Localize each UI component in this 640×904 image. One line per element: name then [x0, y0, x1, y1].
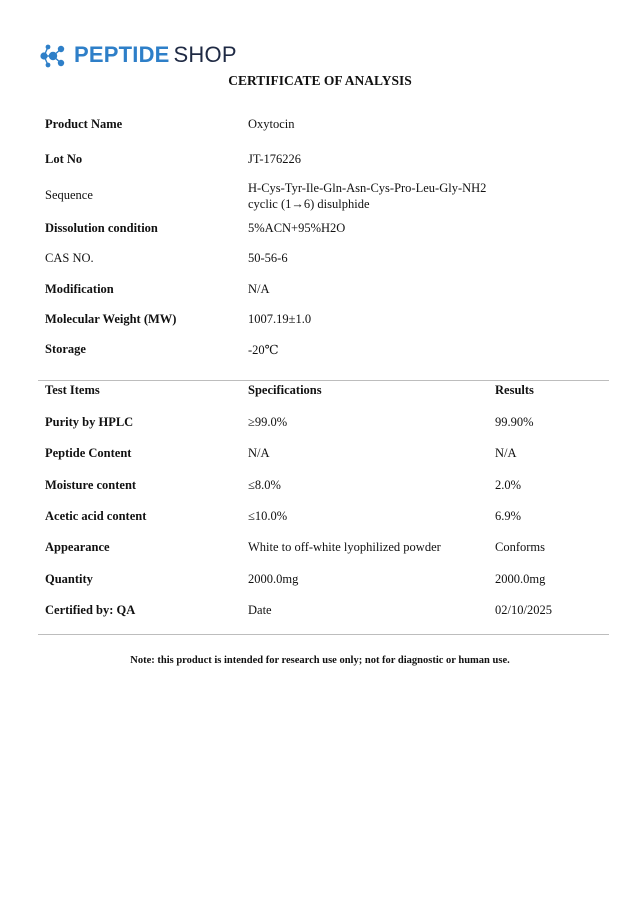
test-item: Moisture content: [45, 478, 137, 492]
header-test-items: Test Items: [45, 383, 100, 397]
test-spec: ≥99.0%: [248, 415, 288, 429]
info-value: 1007.19±1.0: [248, 312, 312, 326]
info-label: Lot No: [45, 152, 83, 166]
test-item: Appearance: [45, 540, 110, 554]
test-result: 99.90%: [495, 415, 534, 429]
sequence-line-2: cyclic (1→6) disulphide: [248, 197, 370, 211]
test-result: N/A: [495, 446, 517, 460]
test-spec: ≤10.0%: [248, 509, 288, 523]
info-value: N/A: [248, 282, 270, 296]
info-value: JT-176226: [248, 152, 302, 166]
brand-logo: [38, 40, 237, 70]
info-value: -20℃: [248, 343, 279, 357]
sequence-line-1: H-Cys-Tyr-Ile-Gln-Asn-Cys-Pro-Leu-Gly-NH2: [248, 181, 487, 195]
test-result: 6.9%: [495, 509, 522, 523]
test-spec: ≤8.0%: [248, 478, 281, 492]
info-value: 5%ACN+95%H2O: [248, 221, 346, 235]
test-spec: Date: [248, 603, 272, 617]
info-label: Dissolution condition: [45, 221, 158, 235]
info-label: CAS NO.: [45, 251, 94, 265]
test-spec: White to off-white lyophilized powder: [248, 540, 441, 554]
test-item: Certified by: QA: [45, 603, 136, 617]
test-item: Purity by HPLC: [45, 415, 134, 429]
info-label: Product Name: [45, 117, 123, 131]
test-spec: N/A: [248, 446, 270, 460]
test-result: 02/10/2025: [495, 603, 552, 617]
test-result: 2000.0mg: [495, 572, 546, 586]
header-results: Results: [495, 383, 534, 397]
research-use-note: Note: this product is intended for research use only; not for diagnostic or human use.: [130, 655, 510, 666]
test-result: Conforms: [495, 540, 545, 554]
info-label: Modification: [45, 282, 114, 296]
divider-bottom: [38, 634, 609, 635]
info-value: Oxytocin: [248, 117, 295, 131]
info-label: Sequence: [45, 188, 93, 202]
test-item: Quantity: [45, 572, 93, 586]
test-item: Peptide Content: [45, 446, 132, 460]
info-label: Storage: [45, 342, 86, 356]
brand-primary: PEPTIDE: [74, 42, 170, 67]
header-specifications: Specifications: [248, 383, 322, 397]
info-value-sequence: [248, 180, 486, 212]
divider-top: [38, 380, 609, 381]
molecule-dots-icon: [38, 40, 68, 70]
info-value: 50-56-6: [248, 251, 288, 265]
test-spec: 2000.0mg: [248, 572, 299, 586]
test-item: Acetic acid content: [45, 509, 147, 523]
brand-name: [74, 44, 237, 66]
test-result: 2.0%: [495, 478, 522, 492]
brand-secondary: SHOP: [173, 42, 237, 67]
info-label: Molecular Weight (MW): [45, 312, 177, 326]
document-title: CERTIFICATE OF ANALYSIS: [228, 73, 412, 88]
